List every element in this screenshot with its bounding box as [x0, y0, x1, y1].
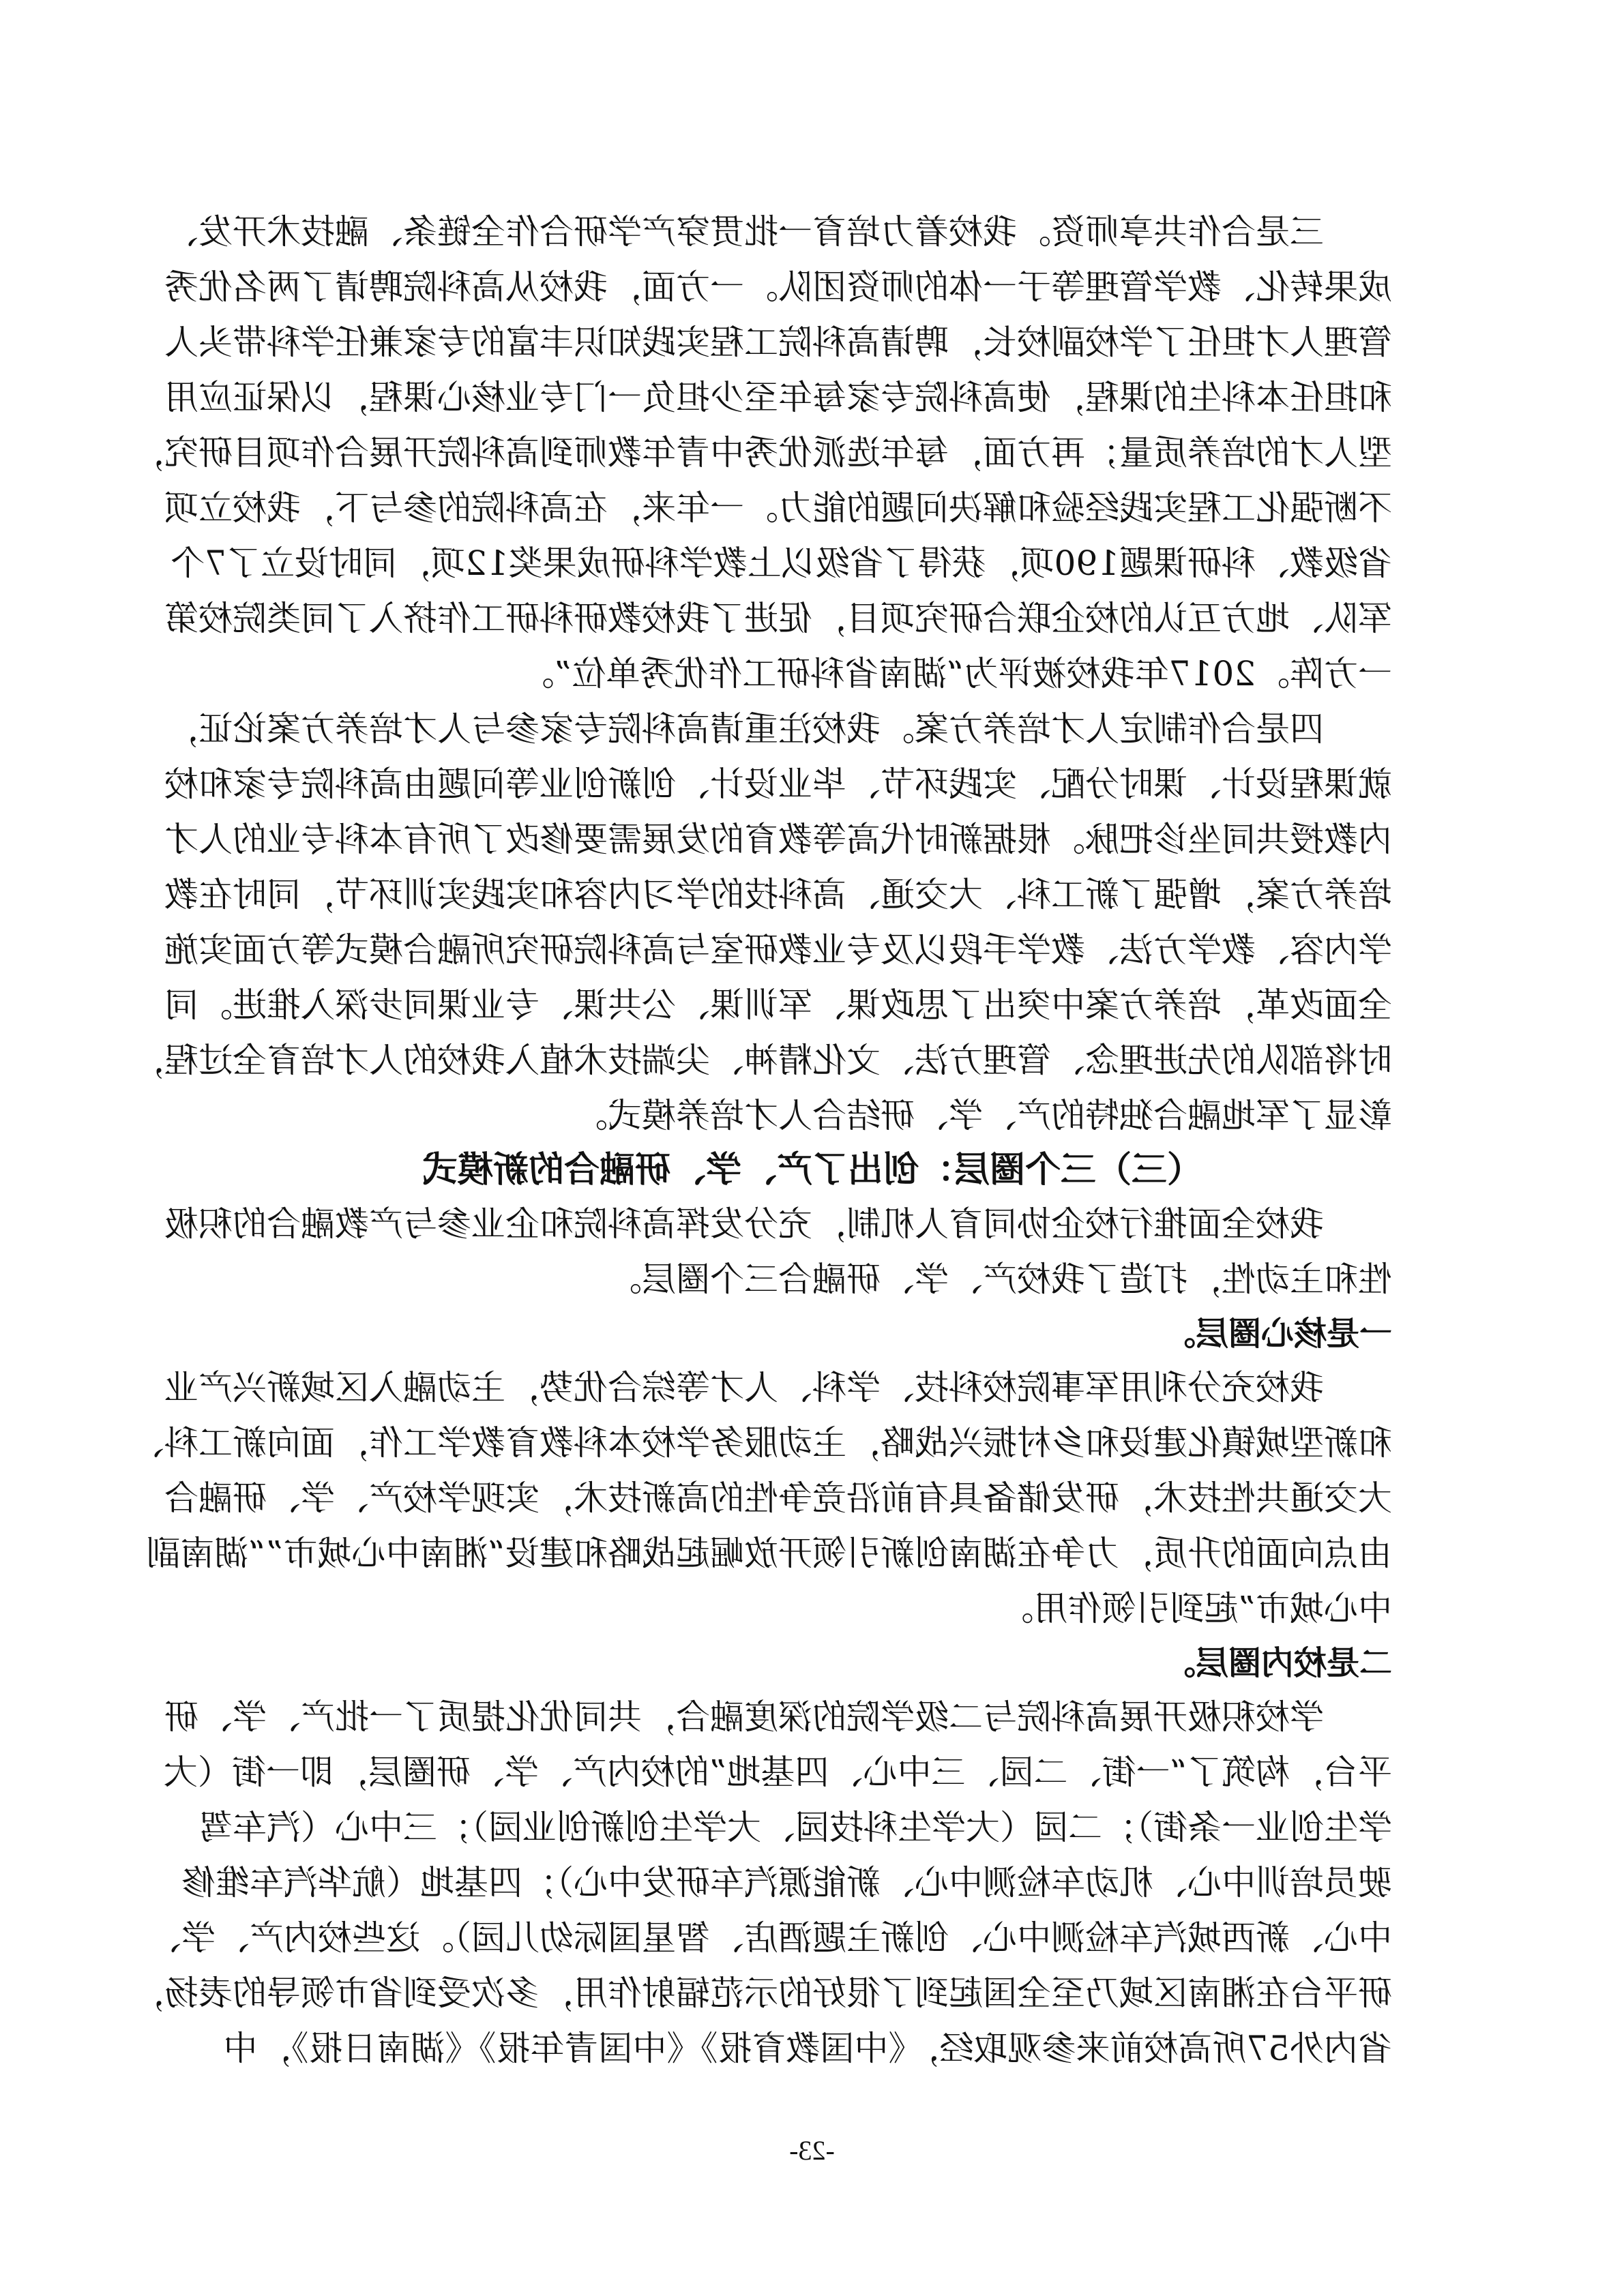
- text-line: 中心、新西城汽车检测中心、创新主题酒店、智星国际幼儿园）。这些校内产、学、: [147, 1918, 1392, 1958]
- text-line: 一方阵。2017年我校被评为“湖南省科研工作优秀单位”。: [520, 654, 1392, 694]
- subheading-campus-circle: 二是校内圈层。: [1162, 1644, 1392, 1682]
- text-line: 管理人才担任了学校副校长，聘请高科院工程实践知识丰富的专家兼任学科带头人: [164, 323, 1392, 362]
- text-line: 我校全面推行校企协同育人机制，充分发挥高科院和企业参与产教融合的积极: [164, 1204, 1324, 1244]
- text-line: 中心城市”起到引领作用。: [999, 1589, 1392, 1628]
- text-line: 由点向面的升质，力争在湖南创新引领开放崛起战略和建设“湘南中心城市”“湖南副: [146, 1534, 1392, 1573]
- text-line: 省级教、科研课题190项，获得了省级以上教学科研成果奖12项，同时设立了7个: [171, 543, 1392, 583]
- text-line: 型人才的培养质量；再方面，每年选派优秀中青年教师到高科院开展合作项目研究，: [130, 433, 1392, 473]
- text-line: 时将部队的先进理念、管理方法、文化精神、尖端技术植入我校的人才培育全过程，: [130, 1041, 1392, 1080]
- text-line: 我校充分利用军事院校科技、学科、人才等综合优势，主动融入区域新兴产业: [164, 1368, 1324, 1407]
- text-line: 学生创业一条街）；二园（大学生科技园、大学生创新创业园）；三中心（汽车驾: [198, 1808, 1392, 1847]
- text-line: 全面改革，培养方案中突出了思政课、军训课、公共课、专业课同步深入推进。同: [164, 985, 1392, 1025]
- subheading-core-circle: 一是核心圈层。: [1162, 1315, 1392, 1353]
- text-line: 和新型城镇化建设和乡村振兴战略，主动服务学校本科教育教学工作，面向新工科、: [130, 1423, 1392, 1463]
- text-line: 驶员培训中心、机动车检测中心、新能源汽车研发中心）；四基地（航华汽车维修: [181, 1863, 1392, 1903]
- text-line: 省内外57所高校前来参观取经，《中国教育报》《中国青年报》《湖南日报》，中: [223, 2029, 1392, 2068]
- paragraph-three-circles-intro: [164, 1197, 1392, 1307]
- text-line: 军队、地方互认的校企联合研究项目，促进了我校教研科研工作挤入了同类院校第: [164, 599, 1392, 638]
- text-line: 内教授共同坐诊把脉。根据新时代高等教育的发展需要修改了所有本科专业的人才: [164, 820, 1392, 859]
- text-line: 不断强化工程实践经验和解决问题的能力。一年来，在高科院的参与下，我校立项: [164, 488, 1392, 528]
- paragraph-core-circle: [130, 1360, 1392, 1637]
- paragraph-campus-circle: [130, 1690, 1392, 2076]
- section-heading: （三）三个圈层：创出了产、学、研融合的新模式: [422, 1150, 1203, 1191]
- page-content: [130, 205, 1392, 2076]
- text-line: 平台，构筑了“一街、二园、三中心、四基地”的校内产、学、研圈层，即一街（大: [163, 1753, 1392, 1792]
- text-line: 彰显了军地融合独特的产、学、研结合人才培养模式。: [574, 1096, 1392, 1135]
- page-number: -23-: [789, 2135, 835, 2166]
- text-line: 就课程设计、课时分配、实践环节、毕业设计、创新创业等问题由高科院专家和校: [164, 764, 1392, 804]
- text-line: 和担任本科生的课程，使高科院专家每年至少担负一门专业核心课程，以保证应用: [164, 378, 1392, 417]
- paragraph-shared-faculty: [130, 205, 1392, 702]
- text-line: 性和主动性，打造了我校产、学、研融合三个圈层。: [608, 1259, 1392, 1299]
- paragraph-training-plan: [130, 702, 1392, 1144]
- text-line: 三是合作共享师资。我校着力培育一批贯穿产学研合作全链条、融技术开发、: [164, 212, 1324, 252]
- text-line: 研平台在湘南区域乃至全国起到了很好的示范辐射作用，多次受到省市领导的表扬，: [130, 1973, 1392, 2013]
- text-line: 学内容、教学方法、教学手段以及专业教研室与高科院研究所融合模式等方面实施: [164, 930, 1392, 970]
- text-line: 培养方案，增强了新工科、大交通、高科技的学习内容和实践实训环节，同时在教: [164, 875, 1392, 914]
- text-line: 大交通共性技术，研发储备具有前沿竞争性的高新技术，实现学校产、学、研融合: [164, 1478, 1392, 1518]
- text-line: 成果转化、教学管理等于一体的师资团队。一方面，我校从高科院聘请了两名优秀: [164, 267, 1392, 307]
- text-line: 学校积极开展高科院与二级学院的深度融合，共同优化提质了一批产、学、研: [164, 1697, 1324, 1737]
- text-line: 四是合作制定人才培养方案。我校注重请高科院专家参与人才培养方案论证，: [164, 709, 1324, 749]
